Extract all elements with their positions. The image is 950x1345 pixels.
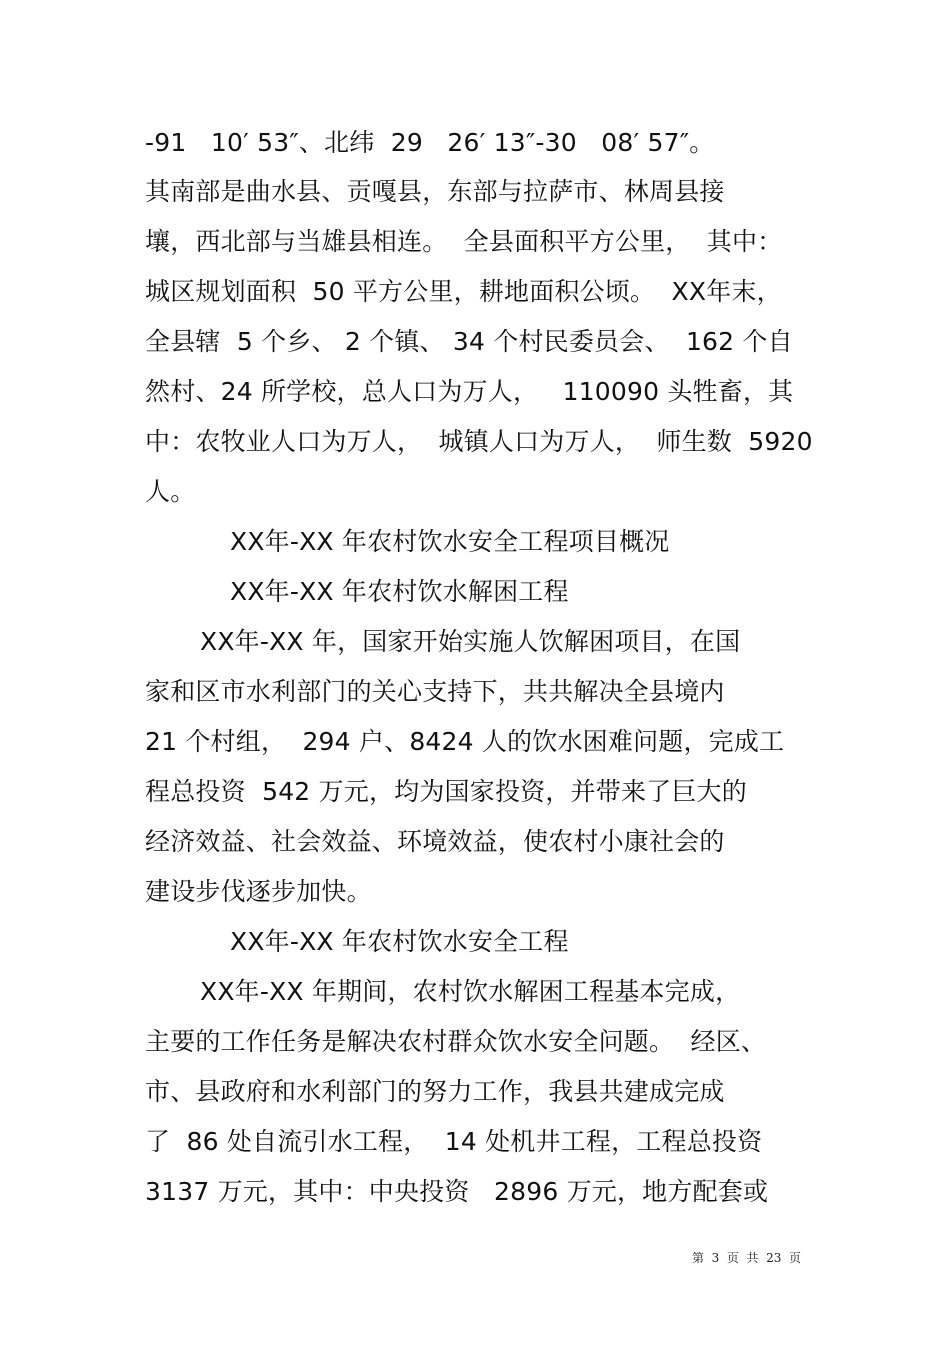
section-heading-project-overview: XX年-XX 年农村饮水安全工程项目概况 xyxy=(230,527,670,556)
text-line: 主要的工作任务是解决农村群众饮水安全问题。 经区、 xyxy=(145,1027,767,1056)
text-line: 然村、24 所学校，总人口为万人， 110090 头牲畜，其 xyxy=(145,377,794,406)
subsection-heading-water-relief: XX年-XX 年农村饮水解困工程 xyxy=(230,577,569,606)
text-line: 建设步伐逐步加快。 xyxy=(145,877,372,906)
text-line: 市、县政府和水利部门的努力工作，我县共建成完成 xyxy=(145,1077,725,1106)
text-line: 中：农牧业人口为万人， 城镇人口为万人， 师生数 5920 xyxy=(145,427,813,456)
subsection-heading-water-safety: XX年-XX 年农村饮水安全工程 xyxy=(230,927,569,956)
text-line: 家和区市水利部门的关心支持下，共共解决全县境内 xyxy=(145,677,725,706)
text-line: 3137 万元，其中：中央投资 2896 万元，地方配套或 xyxy=(145,1177,769,1206)
paragraph-first-line: XX年-XX 年期间，农村饮水解困工程基本完成， xyxy=(200,977,741,1006)
text-line: 程总投资 542 万元，均为国家投资，并带来了巨大的 xyxy=(145,777,747,806)
text-line: 城区规划面积 50 平方公里，耕地面积公顷。 XX年末， xyxy=(145,277,782,306)
text-line: 其南部是曲水县、贡嘎县，东部与拉萨市、林周县接 xyxy=(145,177,725,206)
text-line-coordinates: -91 10′ 53″、北纬 29 26′ 13″-30 08′ 57″。 xyxy=(145,128,715,157)
paragraph-first-line: XX年-XX 年，国家开始实施人饮解困项目，在国 xyxy=(200,627,741,656)
text-line: 了 86 处自流引水工程， 14 处机井工程，工程总投资 xyxy=(145,1127,763,1156)
text-line: 全县辖 5 个乡、 2 个镇、 34 个村民委员会、 162 个自 xyxy=(145,327,793,356)
text-line: 21 个村组， 294 户、8424 人的饮水困难问题，完成工 xyxy=(145,727,785,756)
text-line: 人。 xyxy=(145,477,196,506)
text-line: 经济效益、社会效益、环境效益，使农村小康社会的 xyxy=(145,827,725,856)
page-number-footer: 第 3 页 共 23 页 xyxy=(692,1251,802,1265)
text-line: 壤，西北部与当雄县相连。 全县面积平方公里， 其中： xyxy=(145,227,783,256)
